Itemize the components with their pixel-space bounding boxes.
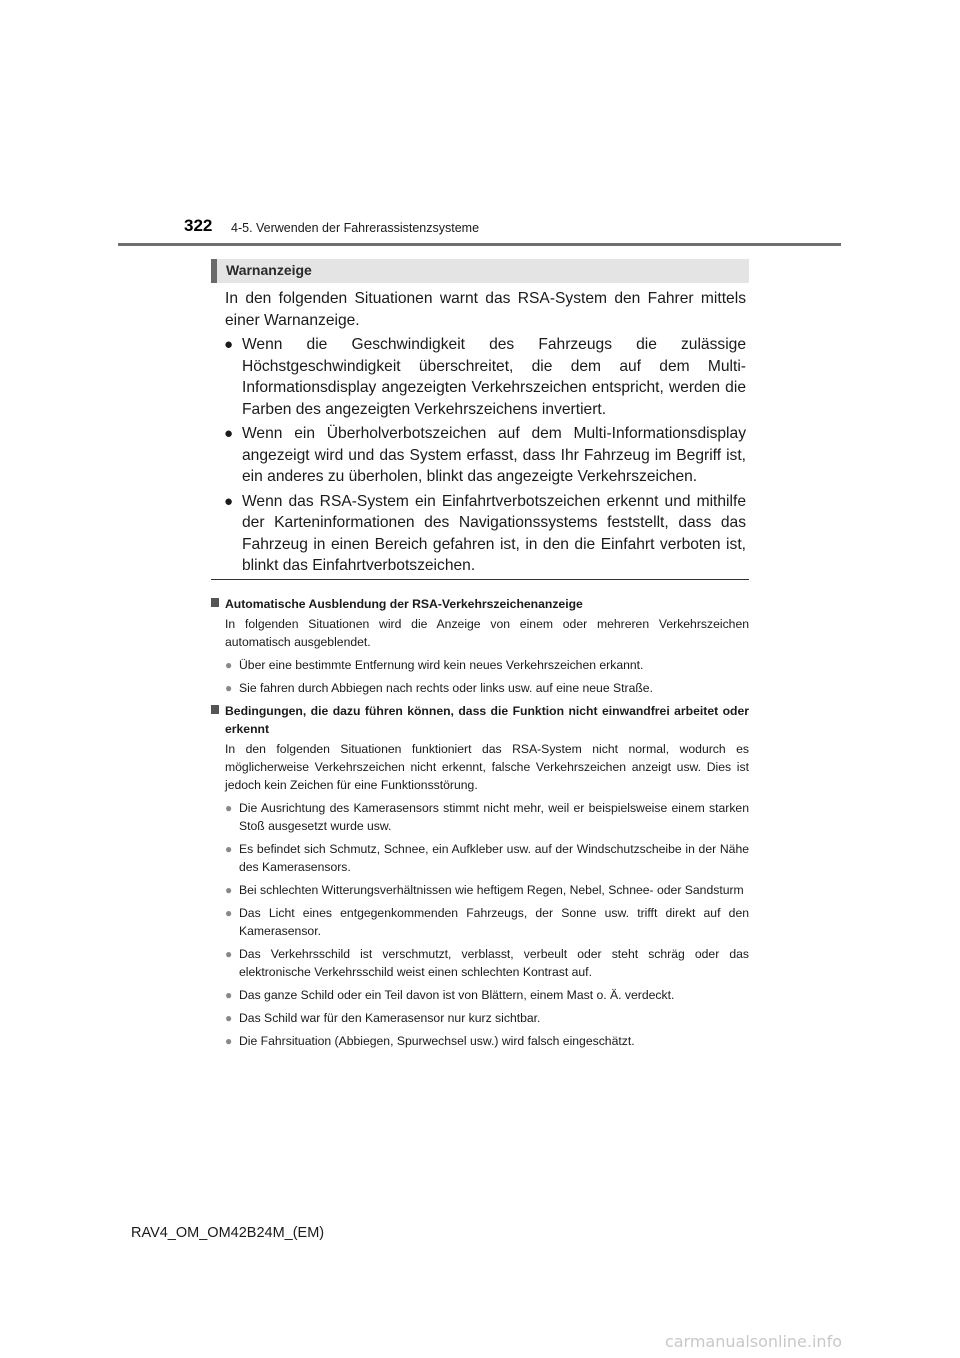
bullet-icon: ●	[224, 492, 234, 510]
main-list-item	[225, 423, 746, 488]
note-item	[211, 1032, 749, 1050]
dot-icon: ●	[225, 988, 233, 1002]
main-list-item-text: Wenn die Geschwindigkeit des Fahrzeugs die zulässige Höchstgeschwindigkeit überschreitet, die dem auf dem Multi-Informationsdisplay angezeigten Verkehrszeichen entspricht, werden die Farben des angezeigten Verkehrszeichens invertiert.	[242, 336, 746, 418]
main-block	[225, 288, 746, 577]
main-list-item-text: Wenn ein Überholverbotszeichen auf dem Multi-Informationsdisplay angezeigt wird und das System erfasst, dass Ihr Fahrzeug im Begriff ist, ein anderes zu überholen, blinkt das angezeigte Verkehrszeichen.	[242, 425, 746, 485]
main-list-item	[225, 334, 746, 420]
note-item	[211, 986, 749, 1004]
section-heading-label: Warnanzeige	[226, 262, 312, 278]
note-intro: In den folgenden Situationen funktioniert das RSA-System nicht normal, wodurch es möglicherweise Verkehrszeichen nicht erkennt, falsche Verkehrszeichen anzeigt usw. Dies ist jedoch kein Zeichen für eine Funktionsstörung.	[225, 742, 749, 792]
dot-icon: ●	[225, 842, 233, 856]
note-item	[211, 945, 749, 981]
note-item	[211, 840, 749, 876]
square-bullet-icon	[211, 598, 219, 607]
note-item	[211, 904, 749, 940]
bullet-icon: ●	[224, 425, 234, 442]
footer-code: RAV4_OM_OM42B24M_(EM)	[131, 1225, 325, 1241]
dot-icon: ●	[225, 1011, 233, 1025]
main-list-item-text: Wenn das RSA-System ein Einfahrtverbotszeichen erkennt und mithilfe der Karteninformationen des Navigationssystems feststellt, dass das Fahrzeug in einen Bereich gefahren ist, in den die Einfahrt verboten ist, blinkt das Einfahrtverbotszeichen.	[242, 492, 746, 574]
note-heading-text: Bedingungen, die dazu führen können, dass die Funktion nicht einwandfrei arbeitet oder erkennt	[225, 704, 749, 736]
note-intro: In folgenden Situationen wird die Anzeige von einem oder mehreren Verkehrszeichen automatisch ausgeblendet.	[225, 617, 749, 649]
dot-icon: ●	[225, 906, 233, 920]
note-item-text: Das Licht eines entgegenkommenden Fahrzeugs, der Sonne usw. trifft direkt auf den Kamerasensor.	[239, 906, 749, 938]
note-item-text: Das Schild war für den Kamerasensor nur kurz sichtbar.	[239, 1011, 541, 1025]
note-item	[211, 1009, 749, 1027]
note-item	[211, 881, 749, 899]
note-item-text: Das Verkehrsschild ist verschmutzt, verblasst, verbeult oder steht schräg oder das elektronische Verkehrsschild weist einen schlechten Kontrast auf.	[239, 947, 749, 979]
dot-icon: ●	[225, 658, 233, 672]
note-item-text: Es befindet sich Schmutz, Schnee, ein Aufkleber usw. auf der Windschutzscheibe in der Nähe des Kamerasensors.	[239, 842, 749, 874]
note-heading	[211, 595, 749, 613]
note-item-text: Bei schlechten Witterungsverhältnissen wie heftigem Regen, Nebel, Schnee- oder Sandsturm	[239, 883, 744, 897]
watermark: carmanualsonline.info	[664, 1332, 842, 1351]
dot-icon: ●	[225, 947, 233, 961]
dot-icon: ●	[225, 883, 233, 897]
section-intro: In den folgenden Situationen warnt das RSA-System den Fahrer mittels einer Warnanzeige.	[225, 290, 746, 329]
section-rule	[211, 579, 749, 580]
notes	[211, 590, 749, 1050]
note-item-text: Sie fahren durch Abbiegen nach rechts oder links usw. auf eine neue Straße.	[239, 681, 653, 695]
note-item-text: Die Ausrichtung des Kamerasensors stimmt nicht mehr, weil er beispielsweise einem starken Stoß ausgesetzt wurde usw.	[239, 801, 749, 833]
dot-icon: ●	[225, 681, 233, 695]
note-item-text: Über eine bestimmte Entfernung wird kein neues Verkehrszeichen erkannt.	[239, 658, 644, 672]
page-number: 322	[184, 216, 213, 235]
note-item-text: Die Fahrsituation (Abbiegen, Spurwechsel usw.) wird falsch eingeschätzt.	[239, 1034, 635, 1048]
dot-icon: ●	[225, 801, 233, 815]
main-list-item	[225, 491, 746, 577]
note-item	[211, 656, 749, 674]
dot-icon: ●	[225, 1034, 233, 1048]
square-bullet-icon	[211, 705, 219, 714]
note-heading	[211, 702, 749, 738]
section-heading	[211, 259, 749, 283]
note-item	[211, 679, 749, 697]
header-rule	[118, 243, 841, 246]
note-item-text: Das ganze Schild oder ein Teil davon ist von Blättern, einem Mast o. Ä. verdeckt.	[239, 988, 675, 1002]
bullet-icon: ●	[224, 336, 234, 353]
note-item	[211, 799, 749, 835]
note-heading-text: Automatische Ausblendung der RSA-Verkehrszeichenanzeige	[225, 597, 583, 611]
chapter-title: 4-5. Verwenden der Fahrerassistenzsysteme	[231, 221, 480, 235]
